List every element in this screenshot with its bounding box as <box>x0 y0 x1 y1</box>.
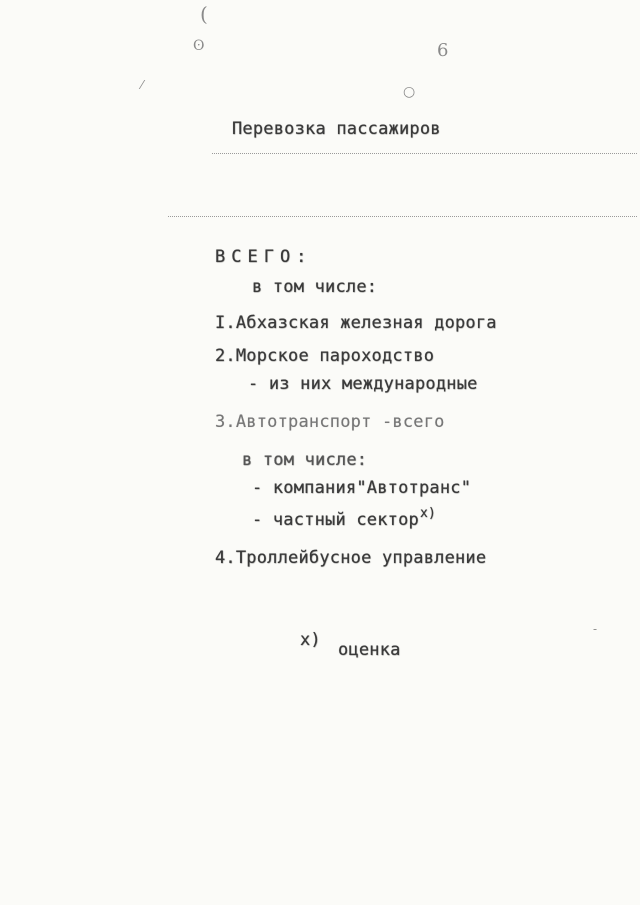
including-label: в том числе: <box>252 277 378 297</box>
header-rule-bottom <box>168 216 637 217</box>
item-trolleybus: 4.Троллейбусное управление <box>215 548 487 568</box>
item-shipping: 2.Морское пароходство <box>215 346 435 366</box>
item-private-sector <box>252 506 437 530</box>
scan-mark-dash: - <box>593 622 598 636</box>
header-rule-top <box>212 153 637 154</box>
item-shipping-international: - из них международные <box>248 374 478 394</box>
item-autotransport: 3.Автотранспорт -всего <box>215 412 445 432</box>
scan-mark-circle: ○ <box>403 84 416 100</box>
footnote-marker: x) <box>300 630 321 650</box>
item-autotrans-company: - компания"Автотранс" <box>252 478 472 498</box>
scan-mark-left: ʘ <box>193 38 205 54</box>
footnote-text: оценка <box>338 640 401 660</box>
item-railway: I.Абхазская железная дорога <box>215 313 497 333</box>
private-sector-label: - частный сектор <box>252 510 419 530</box>
total-label: ВСЕГО: <box>215 247 313 267</box>
page-number: 6 <box>437 40 449 61</box>
item-autotransport-including: в том числе: <box>242 450 368 470</box>
scan-mark-top: ( <box>200 2 208 26</box>
scan-mark-slash: ⁄ <box>141 78 144 92</box>
page-title: Перевозка пассажиров <box>232 119 441 139</box>
footnote-ref-marker: x) <box>419 506 437 521</box>
